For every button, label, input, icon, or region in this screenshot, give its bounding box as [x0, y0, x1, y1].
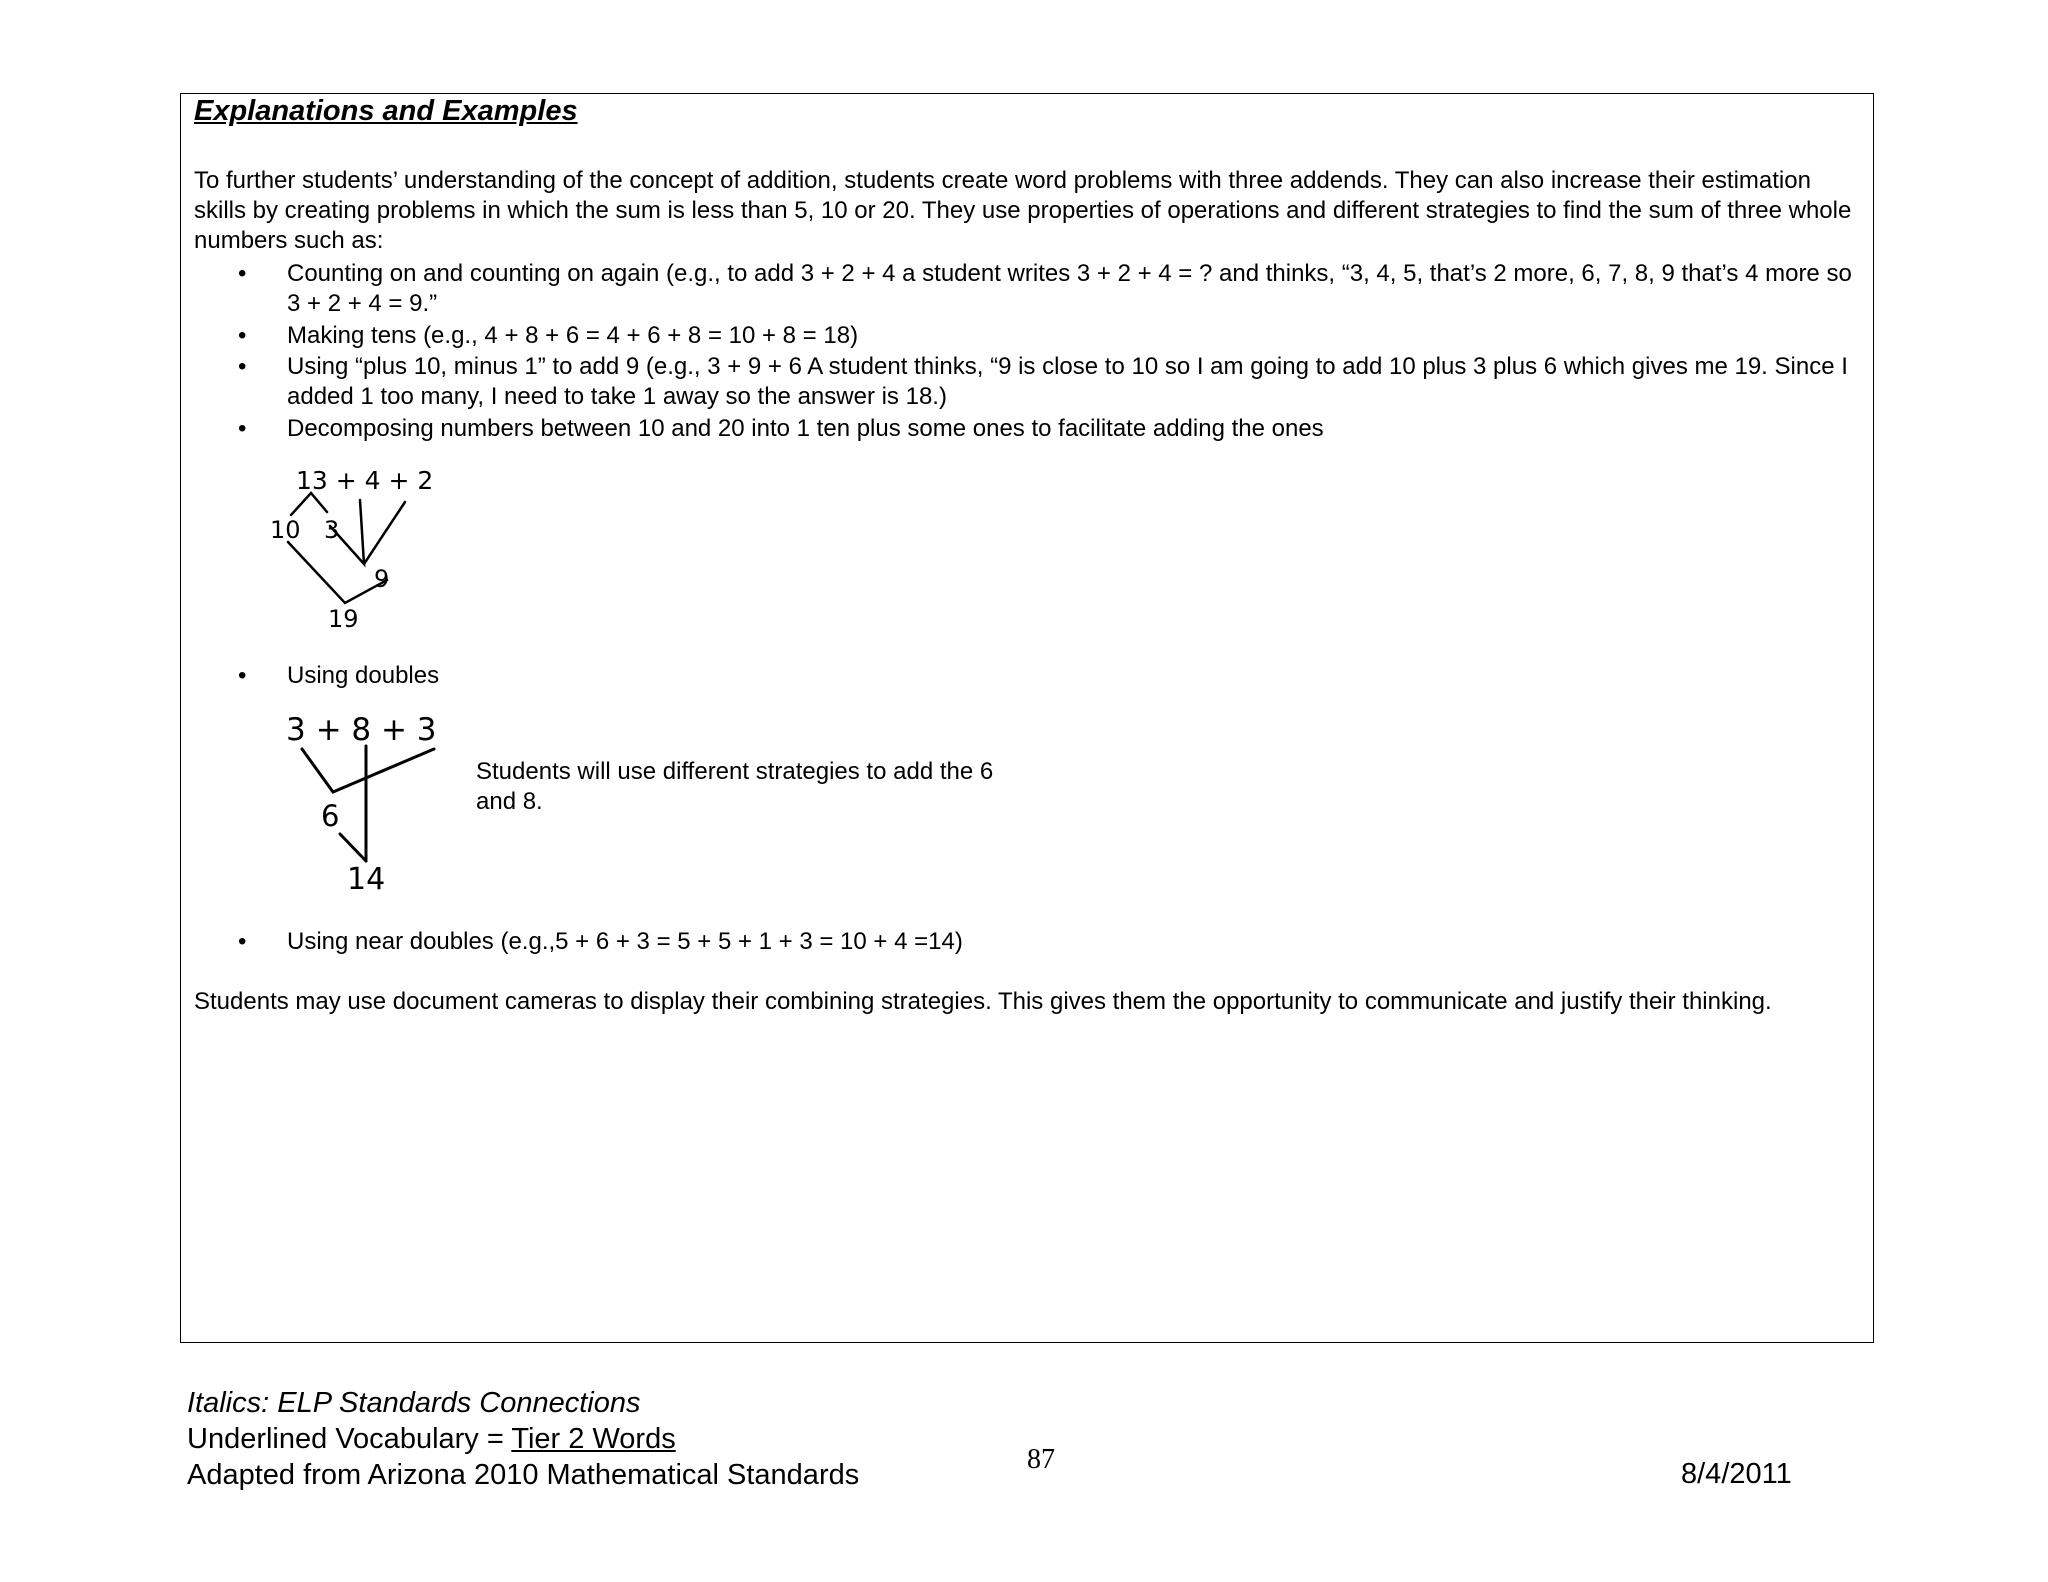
footer-source: Adapted from Arizona 2010 Mathematical Standards — [187, 1459, 860, 1491]
list-item-text: Counting on and counting on again (e.g., to add 3 + 2 + 4 a student writes 3 + 2 + 4 = ? and thinks, “3, 4, 5, that’s 2 more, 6, 7, 8, 9 that’s 4 more so 3 + 2 + 4 = 9.” — [287, 260, 1852, 317]
section-heading: Explanations and Examples — [194, 95, 578, 127]
footer-vocabulary-prefix: Underlined Vocabulary = — [187, 1423, 512, 1455]
bullet-icon: • — [238, 662, 247, 689]
bullet-icon: • — [238, 415, 247, 442]
diagram-partial-sum: 9 — [374, 565, 390, 593]
diagram-partial-sum: 6 — [321, 799, 340, 833]
bullet-icon: • — [238, 353, 247, 380]
diagram-ones: 3 — [324, 516, 340, 544]
diagram-expression: 13 + 4 + 2 — [296, 466, 434, 495]
intro-paragraph: To further students’ understanding of the concept of addition, students create word problems with three addends. They can also increase their estimation skills by creating problems in which the sum is less than 5, 10 or 20. They use properties of operations and different strategies to find the sum of three whole numbers such as: — [194, 167, 1852, 254]
footer-date: 8/4/2011 — [1681, 1458, 1792, 1490]
decomposition-diagram-13-4-2 — [260, 460, 460, 640]
list-item-text: Decomposing numbers between 10 and 20 into 1 ten plus some ones to facilitate adding the ones — [287, 415, 1324, 442]
bullet-icon: • — [238, 260, 247, 287]
list-item-text: Using “plus 10, minus 1” to add 9 (e.g., 3 + 9 + 6 A student thinks, “9 is close to 10 so I am going to add 10 plus 3 plus 6 which gives me 19. Since I added 1 too many, I need to take 1 away so the answer is 18.) — [287, 353, 1848, 410]
diagram-total: 14 — [347, 862, 386, 897]
footer-italics-legend: Italics: ELP Standards Connections — [187, 1387, 641, 1419]
closing-paragraph: Students may use document cameras to display their combining strategies. This gives them the opportunity to communicate and justify their thinking. — [194, 988, 1772, 1015]
doubles-diagram-3-8-3 — [280, 706, 460, 906]
diagram-total: 19 — [328, 605, 359, 633]
footer-vocabulary-legend — [187, 1421, 676, 1457]
diagram-ten: 10 — [270, 516, 301, 544]
diagram-expression: 3 + 8 + 3 — [286, 712, 437, 748]
list-item-text: Using doubles — [287, 662, 440, 689]
bullet-icon: • — [238, 928, 247, 955]
footer-tier2-words: Tier 2 Words — [511, 1423, 676, 1455]
page-number: 87 — [1027, 1444, 1055, 1475]
list-item-text: Making tens (e.g., 4 + 8 + 6 = 4 + 6 + 8 = 10 + 8 = 18) — [287, 322, 859, 349]
strategy-note: Students will use different strategies to add the 6 and 8. — [476, 758, 994, 815]
list-item-text: Using near doubles (e.g.,5 + 6 + 3 = 5 + 5 + 1 + 3 = 10 + 4 =14) — [287, 928, 963, 955]
bullet-icon: • — [238, 322, 247, 349]
